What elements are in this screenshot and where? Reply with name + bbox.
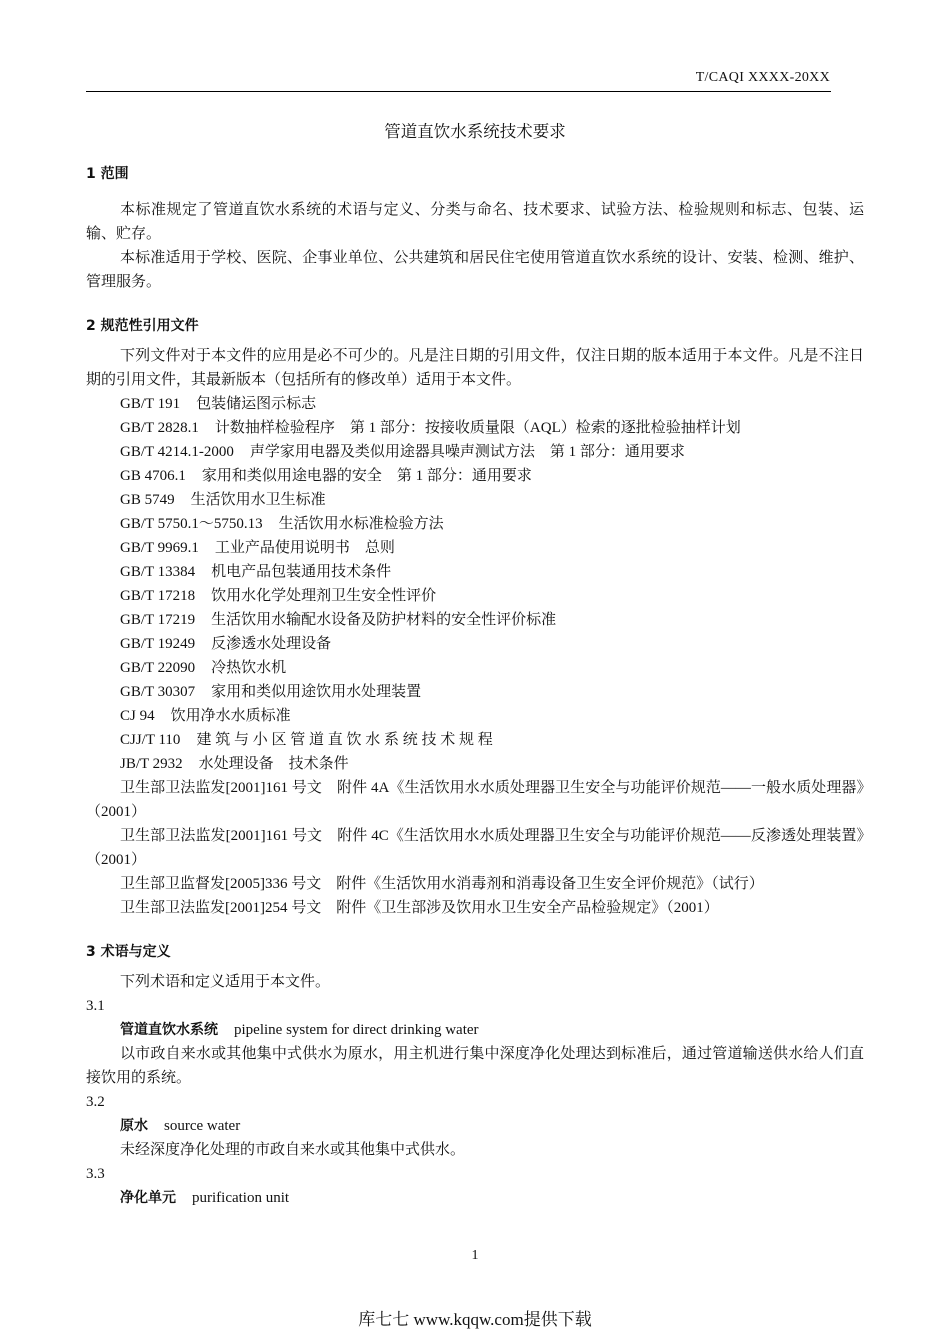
reference-list xyxy=(86,392,864,920)
reference-title: 生活饮用水输配水设备及防护材料的安全性评价标准 xyxy=(211,612,557,628)
reference-item-long: 卫生部卫法监发[2001]254 号文 附件《卫生部涉及饮用水卫生安全产品检验规定》（2001） xyxy=(120,900,719,916)
reference-item xyxy=(86,464,864,488)
section-2-heading: 2 规范性引用文件 xyxy=(86,318,199,334)
term-english: purification unit xyxy=(192,1190,290,1206)
section-1-heading: 1 范围 xyxy=(86,166,129,182)
reference-item xyxy=(86,632,864,656)
term-chinese: 原水 xyxy=(120,1118,148,1134)
reference-title: 生活饮用水标准检验方法 xyxy=(278,516,444,532)
reference-item xyxy=(86,656,864,680)
reference-code: GB/T 19249 xyxy=(120,636,196,652)
reference-item xyxy=(86,560,864,584)
reference-code: GB 5749 xyxy=(120,492,175,508)
reference-code: GB/T 22090 xyxy=(120,660,196,676)
reference-item-long: 卫生部卫法监发[2001]161 号文 附件 4A《生活饮用水水质处理器卫生安全与功能评价规范——一般水质处理器》（2001） xyxy=(86,780,864,820)
reference-item xyxy=(86,392,864,416)
page-number: 1 xyxy=(471,1248,479,1263)
term-chinese: 净化单元 xyxy=(120,1190,176,1206)
reference-code: GB/T 191 xyxy=(120,396,181,412)
term-definition: 以市政自来水或其他集中式供水为原水，用主机进行集中深度净化处理达到标准后，通过管道输送供水给人们直接饮用的系统。 xyxy=(86,1046,864,1086)
standard-code: T/CAQI XXXX-20XX xyxy=(695,70,830,85)
reference-item xyxy=(86,416,864,440)
reference-code: CJ 94 xyxy=(120,708,155,724)
reference-item xyxy=(86,680,864,704)
reference-title: 计数抽样检验程序 第 1 部分：按接收质量限（AQL）检索的逐批检验抽样计划 xyxy=(214,420,741,436)
reference-title: 水处理设备 技术条件 xyxy=(198,756,349,772)
paragraph: 本标准适用于学校、医院、企事业单位、公共建筑和居民住宅使用管道直饮水系统的设计、安装、检测、维护、管理服务。 xyxy=(86,250,864,290)
reference-code: CJJ/T 110 xyxy=(120,732,181,748)
reference-code: GB 4706.1 xyxy=(120,468,186,484)
reference-item xyxy=(86,440,864,464)
reference-title: 工业产品使用说明书 总则 xyxy=(214,540,395,556)
reference-title: 生活饮用水卫生标准 xyxy=(190,492,326,508)
term-definition: 未经深度净化处理的市政自来水或其他集中式供水。 xyxy=(120,1142,466,1158)
reference-item xyxy=(86,752,864,776)
term-number: 3.2 xyxy=(86,1094,105,1110)
reference-item xyxy=(86,728,864,752)
term-heading xyxy=(86,1186,864,1210)
reference-title: 家用和类似用途饮用水处理装置 xyxy=(211,684,422,700)
reference-title: 饮用净水水质标准 xyxy=(170,708,291,724)
reference-title: 建 筑 与 小 区 管 道 直 饮 水 系 统 技 术 规 程 xyxy=(196,732,493,748)
reference-title: 包装储运图示标志 xyxy=(196,396,317,412)
reference-item xyxy=(86,584,864,608)
reference-item xyxy=(86,488,864,512)
document-title: 管道直饮水系统技术要求 xyxy=(384,122,566,141)
download-footer: 库七七 www.kqqw.com提供下载 xyxy=(358,1310,592,1329)
paragraph: 下列术语和定义适用于本文件。 xyxy=(120,974,331,990)
reference-code: GB/T 30307 xyxy=(120,684,196,700)
reference-code: JB/T 2932 xyxy=(120,756,183,772)
reference-item xyxy=(86,608,864,632)
reference-code: GB/T 9969.1 xyxy=(120,540,199,556)
reference-item-long: 卫生部卫法监发[2001]161 号文 附件 4C《生活饮用水水质处理器卫生安全与功能评价规范——反渗透处理装置》（2001） xyxy=(86,828,864,868)
term-english: pipeline system for direct drinking water xyxy=(234,1022,479,1038)
reference-title: 机电产品包装通用技术条件 xyxy=(211,564,392,580)
reference-title: 反渗透水处理设备 xyxy=(211,636,332,652)
reference-title: 声学家用电器及类似用途器具噪声测试方法 第 1 部分：通用要求 xyxy=(249,444,685,460)
term-chinese: 管道直饮水系统 xyxy=(120,1022,218,1038)
reference-title: 冷热饮水机 xyxy=(211,660,287,676)
term-heading xyxy=(86,1018,864,1042)
term-english: source water xyxy=(164,1118,241,1134)
reference-code: GB/T 5750.1～5750.13 xyxy=(120,516,263,532)
reference-item-long: 卫生部卫监督发[2005]336 号文 附件《生活饮用水消毒剂和消毒设备卫生安全评价规范》（试行） xyxy=(120,876,764,892)
document-body xyxy=(86,162,864,1210)
reference-item xyxy=(86,704,864,728)
paragraph: 下列文件对于本文件的应用是必不可少的。凡是注日期的引用文件，仅注日期的版本适用于本文件。凡是不注日期的引用文件，其最新版本（包括所有的修改单）适用于本文件。 xyxy=(86,348,864,388)
reference-code: GB/T 17219 xyxy=(120,612,196,628)
reference-code: GB/T 2828.1 xyxy=(120,420,199,436)
reference-code: GB/T 17218 xyxy=(120,588,196,604)
reference-title: 家用和类似用途电器的安全 第 1 部分：通用要求 xyxy=(201,468,532,484)
header-rule xyxy=(86,91,831,92)
term-heading xyxy=(86,1114,864,1138)
reference-title: 饮用水化学处理剂卫生安全性评价 xyxy=(211,588,437,604)
reference-item xyxy=(86,536,864,560)
reference-item xyxy=(86,512,864,536)
reference-code: GB/T 13384 xyxy=(120,564,196,580)
term-number: 3.3 xyxy=(86,1166,105,1182)
term-number: 3.1 xyxy=(86,998,105,1014)
section-3-heading: 3 术语与定义 xyxy=(86,944,171,960)
reference-code: GB/T 4214.1-2000 xyxy=(120,444,234,460)
paragraph: 本标准规定了管道直饮水系统的术语与定义、分类与命名、技术要求、试验方法、检验规则和标志、包装、运输、贮存。 xyxy=(86,202,864,242)
